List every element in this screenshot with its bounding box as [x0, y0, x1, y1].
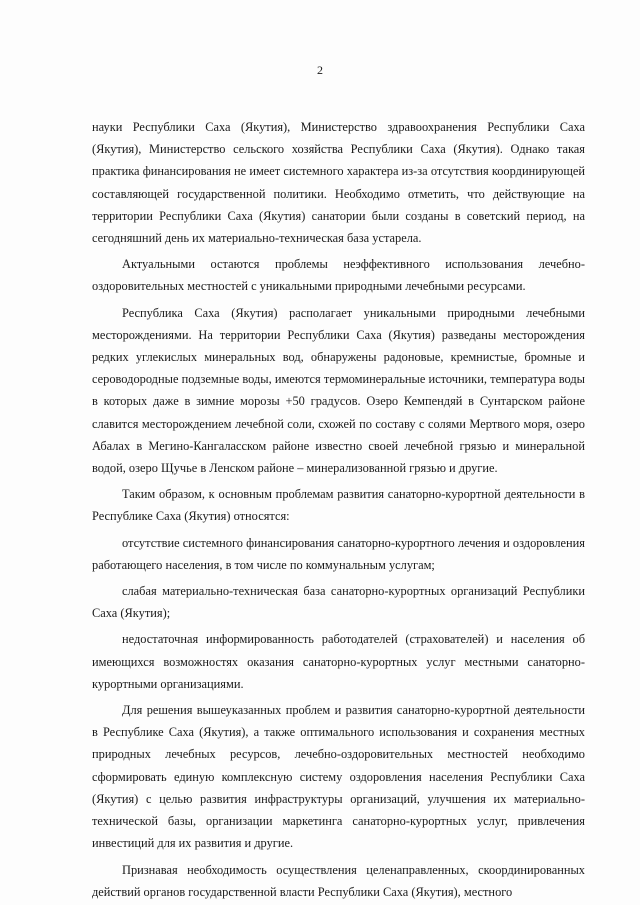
paragraph-2: Актуальными остаются проблемы неэффективного использования лечебно-оздоровительных местностей с уникальными природными лечебными ресурсами.	[92, 257, 585, 294]
paragraph-1: науки Республики Саха (Якутия), Министерство здравоохранения Республики Саха (Якутия), Министерство сельского хозяйства Республики Саха (Якутия). Однако такая практика финансирования не имеет системного характера из-за отсутствия координирующей составляющей государственной политики. Необходимо отметить, что действующие на территории Республики Саха (Якутия) санатории были созданы в советский период, на сегодняшний день их материально-техническая база устарела.	[92, 120, 585, 246]
paragraph-5: Для решения вышеуказанных проблем и развития санаторно-курортной деятельности в Республике Саха (Якутия), а также оптимального использования и сохранения местных природных лечебных ресурсов, лечебно-оздоровительных местностей необходимо сформировать единую комплексную систему оздоровления населения Республики Саха (Якутия) с целью развития инфраструктуры организаций, улучшения их материально-технической базы, организации маркетинга санаторно-курортных услуг, привлечения инвестиций для их развития и другие.	[92, 703, 585, 851]
document-body	[92, 116, 585, 903]
paragraph-6: Признавая необходимость осуществления целенаправленных, скоординированных действий органов государственной власти Республики Саха (Якутия), местного	[92, 862, 585, 899]
paragraph-3: Республика Саха (Якутия) располагает уникальными природными лечебными месторождениями. На территории Республики Саха (Якутия) разведаны месторождения редких углекислых минеральных вод, обнаружены радоновые, кремнистые, бромные и сероводородные подземные воды, имеются термоминеральные источники, температура воды в которых даже в зимние морозы +50 градусов. Озеро Кемпендяй в Сунтарском районе славится месторождением лечебной соли, схожей по составу с солями Мертвого моря, озеро Абалах в Мегино-Кангаласском районе известно своей лечебной грязью и минеральной водой, озеро Щучье в Ленском районе – минерализованной грязью и другие.	[92, 305, 585, 476]
list-item-3: недостаточная информированность работодателей (страхователей) и населения об имеющихся возможностях оказания санаторно-курортных услуг местными санаторно-курортными организациями.	[92, 632, 585, 691]
list-item-1: отсутствие системного финансирования санаторно-курортного лечения и оздоровления работающего населения, в том числе по коммунальным услугам;	[92, 535, 585, 572]
page-number: 2	[317, 63, 323, 77]
paragraph-4: Таким образом, к основным проблемам развития санаторно-курортной деятельности в Республике Саха (Якутия) относятся:	[92, 487, 585, 524]
list-item-2: слабая материально-техническая база санаторно-курортных организаций Республики Саха (Якутия);	[92, 584, 585, 621]
